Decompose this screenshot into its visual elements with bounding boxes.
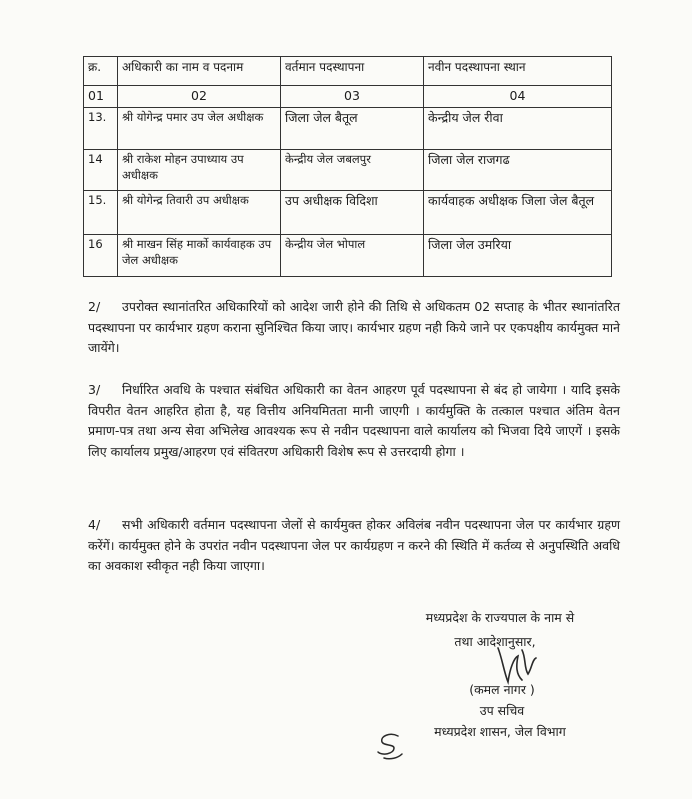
header-current-posting: वर्तमान पदस्थापना (281, 57, 424, 86)
paragraph-text: सभी अधिकारी वर्तमान पदस्थापना जेलों से कार्यमुक्त होकर अविलंब नवीन पदस्थापना जेल पर कार्यभार ग्रहण करेंगें। कार्यमुक्त होने के उपरांत नवीन पदस्थापना जेल पर कार्यग्रहण न करने की स्थिति में कर्तव्य से अनुपस्थिति अवधि का अवकाश स्वीकृत नही किया जाएगा। (88, 517, 620, 573)
signature-authority-line: मध्यप्रदेश के राज्यपाल के नाम से (425, 610, 575, 625)
paragraph-number: 4/ (88, 517, 101, 532)
signatory-department: मध्यप्रदेश शासन, जेल विभाग (434, 724, 566, 739)
officer-cell: श्री राकेश मोहन उपाध्याय उप अधीक्षक (118, 150, 281, 191)
paragraph-text: निर्धारित अवधि के पश्चात संबंधित अधिकारी का वेतन आहरण पूर्व पदस्थापना से बंद हो जायेगा । यादि इसके विपरीत वेतन आहरित होता है, यह वित्तीय अनियमितता मानी जाएगी । कार्यमुक्ति के तत्काल पश्चात अंतिम वेतन प्रमाण-पत्र तथा अन्य सेवा अभिलेख आवश्यक रूप से नवीन पदस्थापना वाले कार्यालय को भिजवा दिये जाएगें । इसके लिए कार्यालय प्रमुख/आहरण एवं संवितरण अधिकारी विशेष रूप से उत्तरदायी होगा । (88, 382, 620, 459)
header-serial: क्र. (84, 57, 118, 86)
current-posting-cell: केन्द्रीय जेल जबलपुर (281, 150, 424, 191)
new-posting-cell: जिला जेल उमरिया (424, 235, 612, 277)
paragraph-text: उपरोक्त स्थानांतरित अधिकारियों को आदेश जारी होने की तिथि से अधिकतम 02 सप्ताह के भीतर स्थानांतरित पदस्थापना पर कार्यभार ग्रहण कराना सुनिश्चित किया जाए। कार्यभार ग्रहण नही किये जाने पर एकपक्षीय कार्यमुक्त माने जायेंगे। (88, 299, 620, 355)
paragraph-2 (88, 297, 620, 359)
table-row (84, 191, 612, 235)
table-header-row (84, 57, 612, 86)
paragraph-3 (88, 380, 620, 462)
header-officer: अधिकारी का नाम व पदनाम (118, 57, 281, 86)
paragraph-number: 2/ (88, 299, 101, 314)
transfer-table (83, 56, 612, 277)
officer-cell: श्री माखन सिंह मार्को कार्यवाहक उप जेल अधीक्षक (118, 235, 281, 277)
paragraph-number: 3/ (88, 382, 101, 397)
officer-cell: श्री योगेन्द्र पमार उप जेल अधीक्षक (118, 108, 281, 150)
index-cell: 01 (84, 86, 118, 108)
signature-order-line: तथा आदेशानुसार, (454, 634, 536, 649)
initials-mark-icon (372, 730, 408, 762)
index-cell: 04 (424, 86, 612, 108)
new-posting-cell: कार्यवाहक अधीक्षक जिला जेल बैतूल (424, 191, 612, 235)
serial-cell: 14 (84, 150, 118, 191)
index-cell: 02 (118, 86, 281, 108)
current-posting-cell: जिला जेल बैतूल (281, 108, 424, 150)
paragraph-4 (88, 515, 620, 577)
table-index-row (84, 86, 612, 108)
index-cell: 03 (281, 86, 424, 108)
signatory-designation: उप सचिव (479, 703, 525, 718)
serial-cell: 15. (84, 191, 118, 235)
serial-cell: 16 (84, 235, 118, 277)
current-posting-cell: उप अधीक्षक विदिशा (281, 191, 424, 235)
serial-cell: 13. (84, 108, 118, 150)
officer-cell: श्री योगेन्द्र तिवारी उप अधीक्षक (118, 191, 281, 235)
table-row (84, 235, 612, 277)
new-posting-cell: केन्द्रीय जेल रीवा (424, 108, 612, 150)
current-posting-cell: केन्द्रीय जेल भोपाल (281, 235, 424, 277)
header-new-posting: नवीन पदस्थापना स्थान (424, 57, 612, 86)
new-posting-cell: जिला जेल राजगढ (424, 150, 612, 191)
signatory-name: (कमल नागर ) (469, 682, 535, 697)
table-row (84, 150, 612, 191)
table-row (84, 108, 612, 150)
